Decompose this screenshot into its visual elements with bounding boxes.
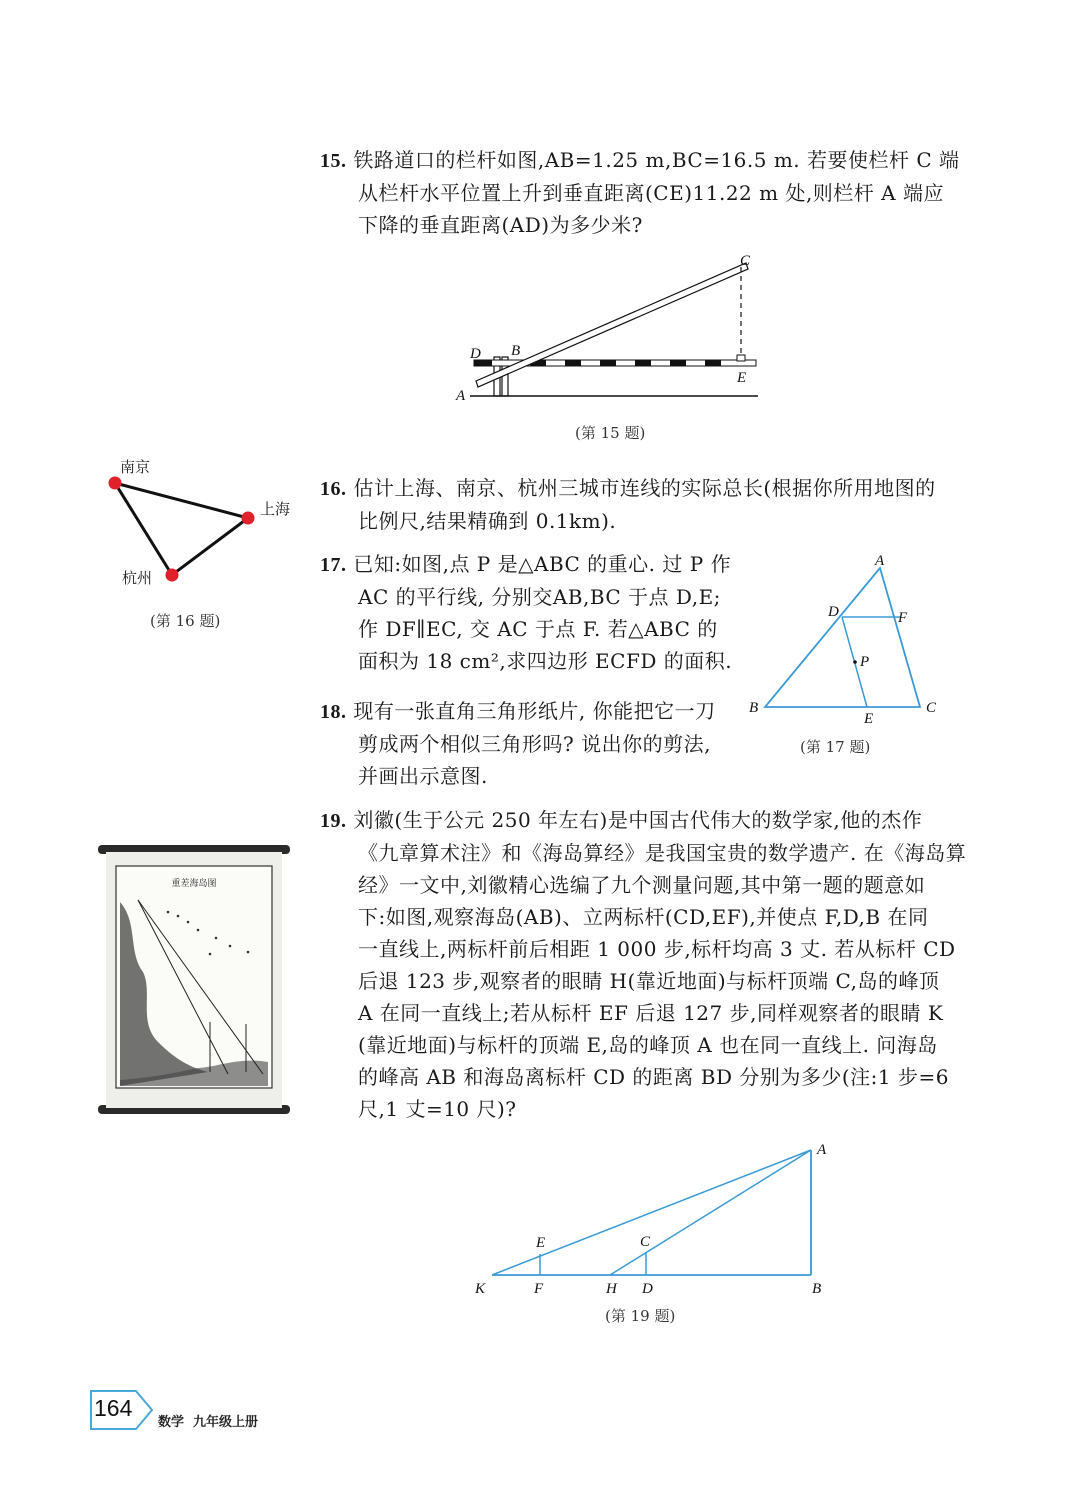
- figure-19-island-survey: [470, 1138, 840, 1304]
- label-E: E: [864, 711, 874, 727]
- problem-text-line: 下:如图,观察海岛(AB)、立两标杆(CD,EF),并使点 F,D,B 在同: [358, 905, 929, 929]
- problem-text-line: 经》一文中,刘徽精心选编了九个测量问题,其中第一题的题意如: [358, 873, 926, 897]
- label-A: A: [875, 553, 885, 569]
- problem-text-line: 尺,1 丈=10 尺)?: [358, 1097, 517, 1121]
- label-B: B: [511, 343, 521, 359]
- label-H: H: [606, 1281, 617, 1297]
- label-D: D: [470, 346, 481, 362]
- figure-17-triangle: [745, 550, 945, 730]
- problem-text-line: 已知:如图,点 P 是△ABC 的重心. 过 P 作: [353, 552, 732, 576]
- city-shanghai: 上海: [260, 500, 291, 518]
- scroll-title: 重差海岛图: [171, 879, 217, 889]
- caption-16: (第 16 题): [150, 612, 221, 630]
- problem-text-line: 面积为 18 cm²,求四边形 ECFD 的面积.: [358, 649, 733, 673]
- problem-text-line: 刘徽(生于公元 250 年左右)是中国古代伟大的数学家,他的杰作: [353, 808, 923, 832]
- label-C: C: [926, 700, 937, 716]
- problem-16: [320, 472, 960, 537]
- problem-text-line: 后退 123 步,观察者的眼睛 H(靠近地面)与标杆顶端 C,岛的峰顶: [358, 969, 940, 993]
- label-B: B: [749, 700, 759, 716]
- problem-number: 18.: [320, 701, 347, 723]
- problem-18: [320, 695, 740, 792]
- figure-15-railway-barrier: [440, 245, 780, 415]
- label-E: E: [536, 1235, 546, 1251]
- problem-text-line: (靠近地面)与标杆的顶端 E,岛的峰顶 A 也在同一直线上. 问海岛: [358, 1033, 938, 1057]
- problem-text-line: 并画出示意图.: [358, 764, 488, 788]
- label-C: C: [740, 253, 751, 269]
- page-number: 164: [94, 1395, 133, 1421]
- caption-19: (第 19 题): [605, 1307, 676, 1325]
- label-F: F: [534, 1281, 544, 1297]
- problem-number: 16.: [320, 478, 347, 500]
- label-K: K: [475, 1281, 486, 1297]
- figure-16-city-map: [100, 450, 310, 600]
- label-E: E: [737, 370, 747, 386]
- problem-17: [320, 548, 740, 677]
- problem-text-line: 估计上海、南京、杭州三城市连线的实际总长(根据你所用地图的: [353, 476, 936, 500]
- label-D: D: [642, 1281, 653, 1297]
- city-nanjing: 南京: [120, 458, 151, 476]
- caption-15: (第 15 题): [575, 424, 646, 442]
- problem-text-line: AC 的平行线, 分别交AB,BC 于点 D,E;: [358, 585, 721, 609]
- problem-19: [320, 804, 967, 1125]
- problem-number: 15.: [320, 150, 347, 172]
- label-A: A: [456, 388, 466, 404]
- caption-17: (第 17 题): [800, 738, 871, 756]
- problem-number: 19.: [320, 810, 347, 832]
- scroll-painting-image: [98, 842, 290, 1118]
- problem-text-line: 现有一张直角三角形纸片, 你能把它一刀: [353, 699, 716, 723]
- problem-text-line: 《九章算术注》和《海岛算经》是我国宝贵的数学遗产. 在《海岛算: [358, 841, 967, 865]
- problem-text-line: 铁路道口的栏杆如图,AB=1.25 m,BC=16.5 m. 若要使栏杆 C 端: [353, 148, 960, 172]
- problem-text-line: 作 DF∥EC, 交 AC 于点 F. 若△ABC 的: [358, 617, 718, 641]
- label-F: F: [898, 610, 908, 626]
- problem-text-line: A 在同一直线上;若从标杆 EF 后退 127 步,同样观察者的眼睛 K: [358, 1001, 944, 1025]
- label-C: C: [640, 1234, 651, 1250]
- city-hangzhou: 杭州: [122, 569, 153, 587]
- problem-text-line: 比例尺,结果精确到 0.1km).: [358, 509, 617, 533]
- problem-text-line: 剪成两个相似三角形吗? 说出你的剪法,: [358, 732, 711, 756]
- label-P: P: [860, 654, 870, 670]
- label-D: D: [828, 604, 839, 620]
- label-A: A: [817, 1142, 827, 1158]
- problem-number: 17.: [320, 554, 347, 576]
- book-title: 数学 九年级上册: [158, 1415, 259, 1430]
- problem-text-line: 一直线上,两标杆前后相距 1 000 步,标杆均高 3 丈. 若从标杆 CD: [358, 937, 956, 961]
- problem-text-line: 下降的垂直距离(AD)为多少米?: [358, 213, 643, 237]
- problem-15: [320, 144, 960, 241]
- problem-text-line: 从栏杆水平位置上升到垂直距离(CE)11.22 m 处,则栏杆 A 端应: [358, 181, 944, 205]
- problem-text-line: 的峰高 AB 和海岛离标杆 CD 的距离 BD 分别为多少(注:1 步=6: [358, 1065, 949, 1089]
- label-B: B: [812, 1281, 822, 1297]
